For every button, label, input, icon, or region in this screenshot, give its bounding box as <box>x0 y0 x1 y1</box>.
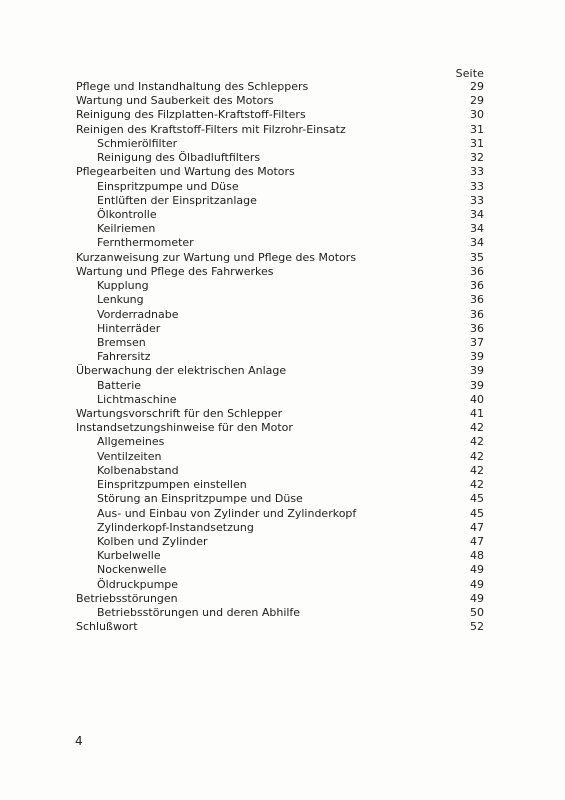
toc-entry-page: 40 <box>470 392 484 406</box>
toc-entry-page: 42 <box>470 449 484 463</box>
toc-entry-page: 50 <box>470 606 484 620</box>
toc-entry-page: 35 <box>470 250 484 264</box>
toc-entry <box>76 478 484 492</box>
toc-entry <box>76 435 484 449</box>
toc-entry-page: 42 <box>470 435 484 449</box>
toc-entry-page: 31 <box>470 122 484 136</box>
toc-entry <box>76 94 484 108</box>
toc-entry-page: 33 <box>470 193 484 207</box>
toc-entry-page: 39 <box>470 378 484 392</box>
toc-entry-page: 36 <box>470 321 484 335</box>
toc-entry <box>76 265 484 279</box>
toc-entry-title: Überwachung der elektrischen Anlage <box>76 364 287 378</box>
toc-entry-title: Hinterräder <box>97 321 161 335</box>
toc-entry-page: 32 <box>470 151 484 165</box>
toc-entry-title: Wartung und Pflege des Fahrwerkes <box>76 264 274 278</box>
toc-entry <box>76 236 484 250</box>
toc-entry-page: 49 <box>470 563 484 577</box>
toc-entry-title: Reinigen des Kraftstoff-Filters mit Filzrohr-Einsatz <box>76 122 346 136</box>
toc-entry <box>76 563 484 577</box>
toc-entry <box>76 80 484 94</box>
toc-entry <box>76 364 484 378</box>
toc-entry-title: Kupplung <box>97 279 149 293</box>
toc-entry <box>76 450 484 464</box>
toc-entry-title: Reinigung des Filzplatten-Kraftstoff-Filters <box>76 108 306 122</box>
toc-entry-title: Fahrersitz <box>97 350 151 364</box>
toc-entry-title: Schmierölfilter <box>97 136 178 150</box>
toc-entry-page: 36 <box>470 279 484 293</box>
toc-entry-page: 47 <box>470 535 484 548</box>
page-number: 4 <box>75 734 83 748</box>
toc-entry-page: 49 <box>470 577 484 591</box>
toc-entry <box>76 421 484 435</box>
toc-entry <box>76 464 484 478</box>
toc-entry <box>76 521 484 535</box>
toc-entry <box>76 322 484 336</box>
toc-entry-page: 34 <box>470 236 484 250</box>
toc-entry-page: 47 <box>470 520 484 534</box>
page-column-header: Seite <box>455 67 484 80</box>
toc-entry-page: 33 <box>470 179 484 193</box>
toc-entry-page: 34 <box>470 207 484 221</box>
toc-entry-page: 30 <box>470 108 484 122</box>
toc-entry-title: Lichtmaschine <box>97 392 177 406</box>
toc-entry-title: Zylinderkopf-Instandsetzung <box>97 520 254 534</box>
toc-entry-page: 49 <box>470 591 484 605</box>
toc-entry <box>76 350 484 364</box>
toc-entry-title: Aus- und Einbau von Zylinder und Zylinderkopf <box>97 506 357 520</box>
toc-entry-title: Einspritzpumpen einstellen <box>97 478 247 492</box>
toc-entry-title: Nockenwelle <box>97 563 167 577</box>
toc-entry <box>76 222 484 236</box>
toc-entry <box>76 407 484 421</box>
toc-entry <box>76 336 484 350</box>
toc-entry-page: 37 <box>470 335 484 349</box>
toc-entry-title: Wartungsvorschrift für den Schlepper <box>76 407 283 421</box>
toc-entry <box>76 606 484 620</box>
toc-entry <box>76 492 484 506</box>
toc-entry-page: 52 <box>470 620 484 634</box>
toc-entry <box>76 379 484 393</box>
toc-entry <box>76 208 484 222</box>
toc-entry <box>76 507 484 521</box>
toc-entry-title: Pflegearbeiten und Wartung des Motors <box>76 165 295 179</box>
toc-entry <box>76 578 484 592</box>
toc-entry-title: Kolbenabstand <box>97 463 179 477</box>
toc-entry-title: Öldruckpumpe <box>97 577 179 591</box>
toc-entry-page: 39 <box>470 350 484 364</box>
toc-entry-page: 36 <box>470 307 484 321</box>
toc-entry-title: Ölkontrolle <box>97 207 157 221</box>
toc-entry-page: 36 <box>470 264 484 278</box>
toc-entry-page: 33 <box>470 165 484 179</box>
toc-entry <box>76 293 484 307</box>
toc-entry-title: Betriebsstörungen <box>76 591 178 605</box>
toc-entry-page: 36 <box>470 293 484 307</box>
toc-entry-title: Einspritzpumpe und Düse <box>97 179 239 193</box>
toc-entry-title: Allgemeines <box>97 435 165 449</box>
toc-entry-title: Batterie <box>97 378 142 392</box>
toc-entry-page: 39 <box>470 364 484 378</box>
toc-entry-title: Kolben und Zylinder <box>97 535 208 548</box>
toc-entry-page: 29 <box>470 80 484 93</box>
toc-entry-title: Wartung und Sauberkeit des Motors <box>76 94 274 108</box>
toc-entry <box>76 151 484 165</box>
toc-entry <box>76 180 484 194</box>
toc-entry-title: Entlüften der Einspritzanlage <box>97 193 257 207</box>
toc-entry-page: 42 <box>470 478 484 492</box>
toc-entry-page: 45 <box>470 506 484 520</box>
toc-entry-title: Schlußwort <box>76 620 138 634</box>
toc-entry <box>76 592 484 606</box>
toc-entry <box>76 549 484 563</box>
toc-entry-title: Betriebsstörungen und deren Abhilfe <box>97 606 301 620</box>
toc-entry <box>76 308 484 322</box>
toc-entry-page: 41 <box>470 407 484 421</box>
toc-entry-page: 42 <box>470 421 484 435</box>
toc-entry-title: Fernthermometer <box>97 236 194 250</box>
toc-entry-page: 31 <box>470 136 484 150</box>
toc-entry-title: Keilriemen <box>97 222 156 236</box>
toc-entry-title: Ventilzeiten <box>97 449 162 463</box>
toc-entry <box>76 108 484 122</box>
toc-entry-page: 34 <box>470 222 484 236</box>
toc-entry-page: 45 <box>470 492 484 506</box>
toc-entry <box>76 279 484 293</box>
toc-entry-page: 42 <box>470 463 484 477</box>
toc-entry <box>76 251 484 265</box>
toc-entry <box>76 535 484 549</box>
toc-entry-title: Vorderradnabe <box>97 307 179 321</box>
toc-entry-page: 29 <box>470 94 484 108</box>
toc-entry <box>76 165 484 179</box>
toc-entry-title: Lenkung <box>97 293 144 307</box>
toc-entry-title: Kurzanweisung zur Wartung und Pflege des Motors <box>76 250 357 264</box>
toc-entry <box>76 137 484 151</box>
toc-entry-title: Pflege und Instandhaltung des Schleppers <box>76 80 309 93</box>
toc-entry <box>76 123 484 137</box>
toc-entry <box>76 393 484 407</box>
toc-entry-title: Instandsetzungshinweise für den Motor <box>76 421 293 435</box>
toc-entry-title: Störung an Einspritzpumpe und Düse <box>97 492 303 506</box>
toc-entry-page: 48 <box>470 549 484 563</box>
toc-entry-title: Kurbelwelle <box>97 549 161 563</box>
toc-entry-title: Bremsen <box>97 335 146 349</box>
toc-entry-title: Reinigung des Ölbadluftfilters <box>97 151 261 165</box>
table-of-contents <box>76 80 484 635</box>
toc-entry <box>76 194 484 208</box>
toc-entry <box>76 620 484 634</box>
